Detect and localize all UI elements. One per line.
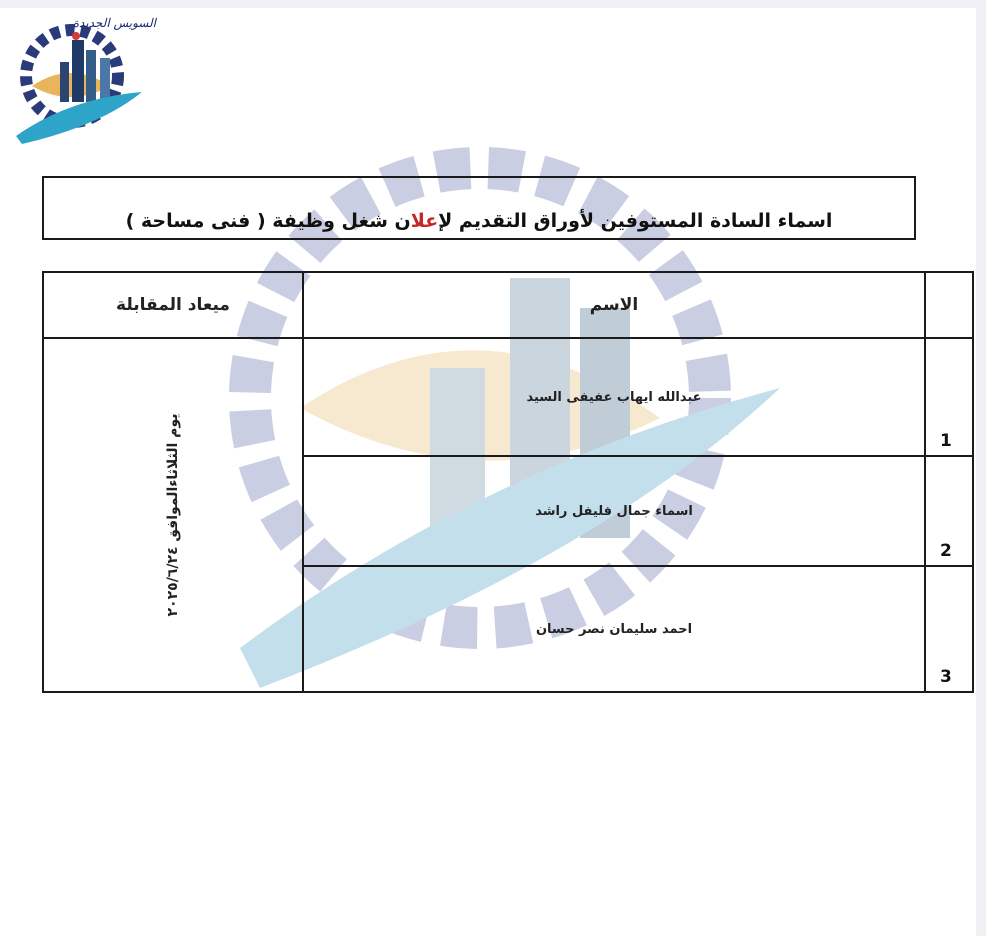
row-number-cell [925,338,973,456]
candidate-name: عبدالله ايهاب عفيفى السيد [303,338,925,456]
candidate-name: احمد سليمان نصر حسان [303,566,925,692]
row-number: 1 [940,431,952,451]
page-title: اسماء السادة المستوفين لأوراق التقديم لإعلان شغل وظيفة ( فنى مساحة ) [125,210,833,232]
candidate-name: اسماء جمال فليفل راشد [303,456,925,566]
table-header-row [43,272,973,338]
title-box [42,176,916,240]
header-name: الاسم [303,272,925,338]
table-row [43,338,973,456]
interview-date-cell [43,338,303,692]
interview-date: يوم الثلاثاءالموافق ٢٠٢٥/٦/٢٤ [165,413,181,617]
city-logo [10,8,156,148]
logo-text: السويس الجديدة [72,16,156,30]
header-interview-date: ميعاد المقابلة [43,272,303,338]
row-number: 3 [940,667,952,687]
candidates-table [42,271,974,693]
row-number-cell [925,456,973,566]
header-number [925,272,973,338]
row-number: 2 [940,541,952,561]
document-page [0,8,976,936]
row-number-cell [925,566,973,692]
